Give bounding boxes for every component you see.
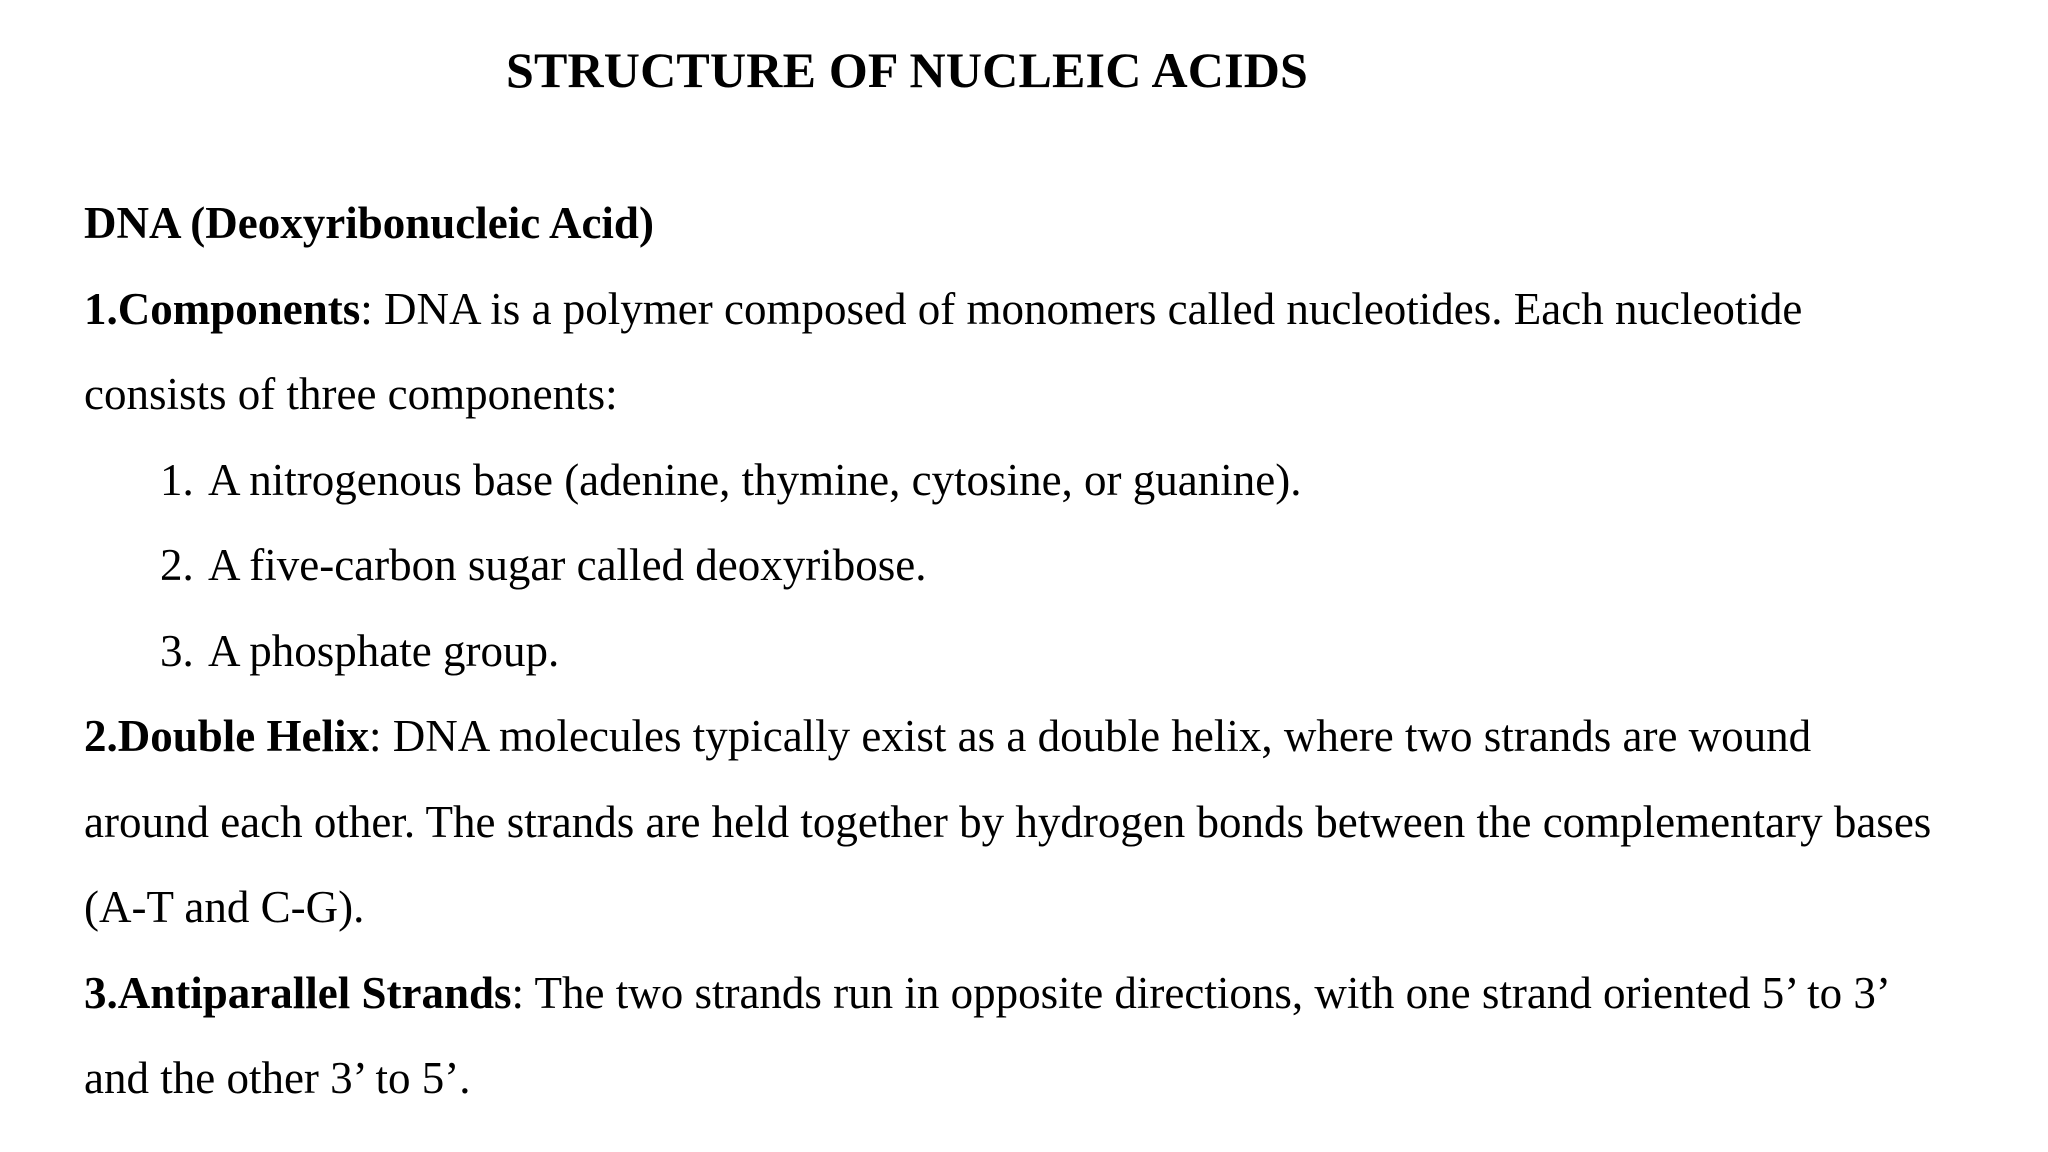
list-number: 1.	[160, 454, 194, 505]
list-item-text: A phosphate group.	[208, 625, 560, 676]
page-title: STRUCTURE OF NUCLEIC ACIDS	[505, 42, 1309, 98]
point-antiparallel-line-1	[84, 951, 2024, 1037]
point-label: 1.Components	[84, 283, 361, 334]
point-text: : DNA molecules typically exist as a double helix, where two strands are wound	[369, 711, 1812, 761]
list-item-text: A nitrogenous base (adenine, thymine, cytosine, or guanine).	[208, 454, 1302, 505]
list-number: 2.	[160, 540, 194, 590]
document-body	[84, 181, 2024, 1122]
point-components-line-2: consists of three components:	[84, 369, 618, 419]
point-text: : DNA is a polymer composed of monomers called nucleotides. Each nucleotide	[360, 283, 1803, 334]
sub-list-item	[84, 523, 2024, 609]
point-double-helix-line-1	[84, 694, 2024, 780]
point-antiparallel-line-2: and the other 3’ to 5’.	[84, 1053, 471, 1103]
list-number: 3.	[160, 625, 194, 676]
point-double-helix-line-2: around each other. The strands are held together by hydrogen bonds between the complementary bases	[84, 796, 1932, 847]
sub-list-item	[84, 438, 2024, 524]
list-item-text: A five-carbon sugar called deoxyribose.	[208, 540, 927, 590]
point-label: 2.Double Helix	[84, 711, 370, 761]
point-double-helix-line-3: (A-T and C-G).	[84, 882, 365, 932]
section-heading: DNA (Deoxyribonucleic Acid)	[84, 198, 654, 248]
sub-list-item	[84, 609, 2024, 695]
point-components-line-1	[84, 267, 2024, 353]
point-label: 3.Antiparallel Strands	[84, 967, 512, 1018]
point-text: : The two strands run in opposite directions, with one strand oriented 5’ to 3’	[511, 967, 1891, 1018]
